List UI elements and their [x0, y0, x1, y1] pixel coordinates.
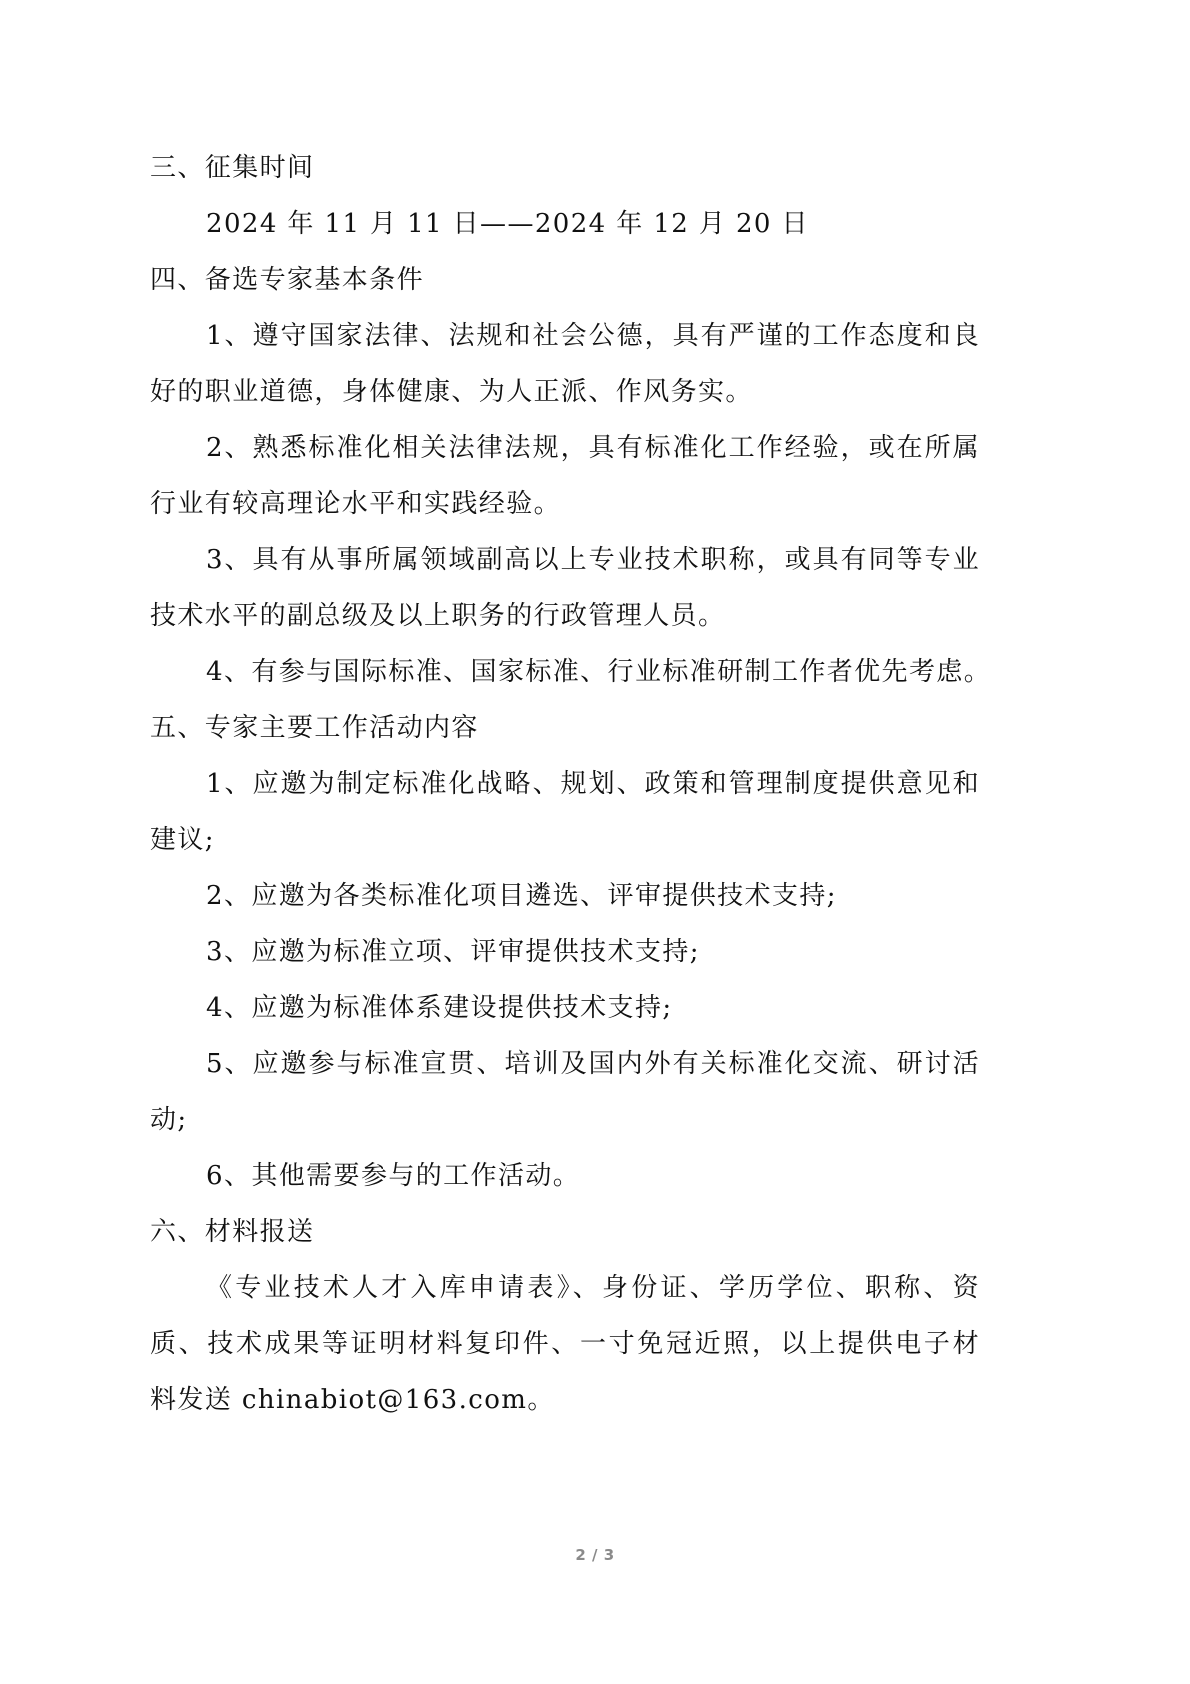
activity-2: 2、应邀为各类标准化项目遴选、评审提供技术支持; — [206, 881, 837, 911]
activity-5-line-1: 5、应邀参与标准宣贯、培训及国内外有关标准化交流、研讨活 — [206, 1049, 980, 1079]
materials-line-2: 质、技术成果等证明材料复印件、一寸免冠近照，以上提供电子材 — [150, 1329, 980, 1359]
section-heading-material-submission: 六、材料报送 — [150, 1217, 315, 1247]
materials-line-3-email: 料发送 chinabiot@163.com。 — [150, 1385, 555, 1415]
requirement-3-line-2: 技术水平的副总级及以上职务的行政管理人员。 — [150, 601, 726, 631]
activity-5-line-2: 动; — [150, 1105, 188, 1135]
requirement-2-line-2: 行业有较高理论水平和实践经验。 — [150, 489, 562, 519]
section-heading-expert-requirements: 四、备选专家基本条件 — [150, 265, 425, 295]
activity-3: 3、应邀为标准立项、评审提供技术支持; — [206, 937, 700, 967]
section-heading-work-activities: 五、专家主要工作活动内容 — [150, 713, 479, 743]
requirement-1-line-2: 好的职业道德，身体健康、为人正派、作风务实。 — [150, 377, 753, 407]
requirement-2-line-1: 2、熟悉标准化相关法律法规，具有标准化工作经验，或在所属 — [206, 433, 980, 463]
materials-line-1: 《专业技术人才入库申请表》、身份证、学历学位、职称、资 — [206, 1273, 980, 1303]
section-heading-collection-time: 三、征集时间 — [150, 153, 315, 183]
page-number: 2 / 3 — [575, 1546, 615, 1564]
activity-4: 4、应邀为标准体系建设提供技术支持; — [206, 993, 673, 1023]
activity-6: 6、其他需要参与的工作活动。 — [206, 1161, 581, 1191]
requirement-1-line-1: 1、遵守国家法律、法规和社会公德，具有严谨的工作态度和良 — [206, 321, 980, 351]
activity-1-line-2: 建议; — [150, 825, 215, 855]
activity-1-line-1: 1、应邀为制定标准化战略、规划、政策和管理制度提供意见和 — [206, 769, 980, 799]
requirement-4: 4、有参与国际标准、国家标准、行业标准研制工作者优先考虑。 — [206, 657, 992, 687]
collection-period-text: 2024 年 11 月 11 日——2024 年 12 月 20 日 — [206, 209, 809, 239]
requirement-3-line-1: 3、具有从事所属领域副高以上专业技术职称，或具有同等专业 — [206, 545, 980, 575]
